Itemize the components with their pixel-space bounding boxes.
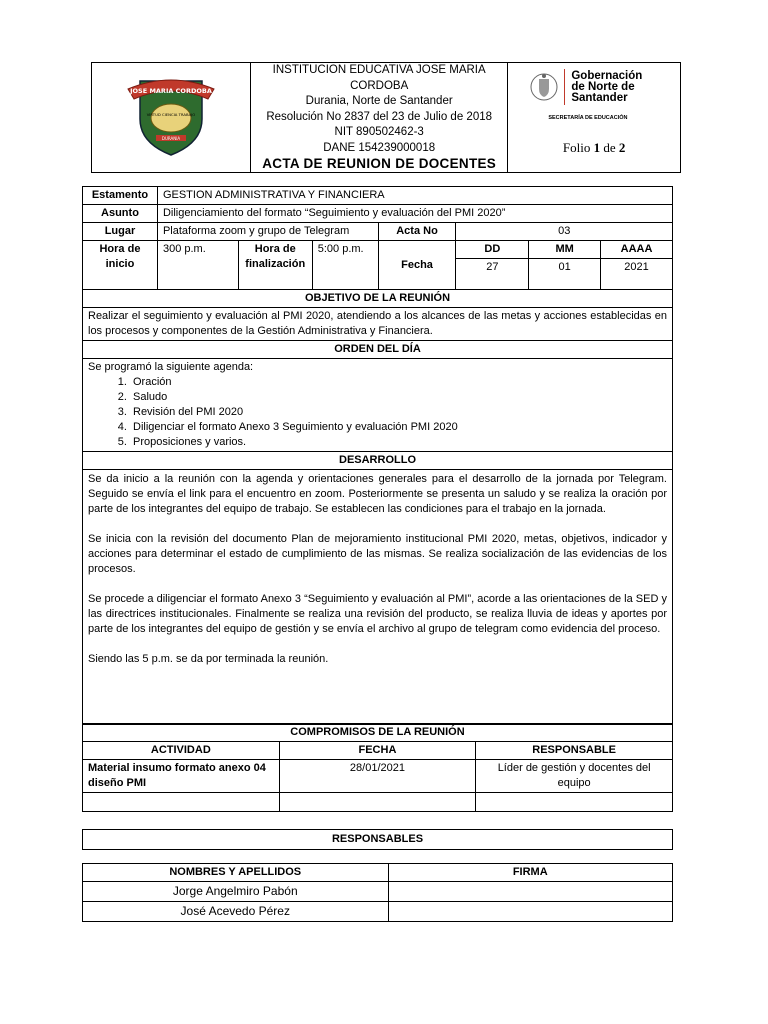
- gov-logo-cell: [508, 63, 681, 173]
- desarrollo-title: DESARROLLO: [83, 452, 673, 470]
- hora-inicio-value: 300 p.m.: [157, 241, 238, 290]
- desarrollo-paragraph: Se procede a diligenciar el formato Anexo 3 “Seguimiento y evaluación al PMI”, acorde a las orientaciones de la SED y las directrices institucionales. Finalmente se realiza una revisión del producto, se realiza lluvia de ideas y aportes por parte de los integrantes del equipo de gestión y se envía el archivo al grupo de telegram como evidencia del proceso.: [88, 593, 667, 635]
- compromisos-title: COMPROMISOS DE LA REUNIÓN: [83, 724, 673, 742]
- dd-value: 27: [456, 259, 529, 290]
- mm-label: MM: [529, 241, 601, 259]
- asunto-value: Diligenciamiento del formato “Seguimiento y evaluación del PMI 2020”: [157, 205, 672, 223]
- table-row: [83, 760, 673, 793]
- table-row: [83, 793, 673, 812]
- compromiso-actividad: Material insumo formato anexo 04 diseño PMI: [83, 760, 280, 793]
- asunto-label: Asunto: [83, 205, 158, 223]
- lugar-value: Plataforma zoom y grupo de Telegram: [157, 223, 378, 241]
- table-row: [83, 902, 673, 922]
- compromiso-actividad: [83, 793, 280, 812]
- list-item: 1. Oración: [130, 375, 667, 390]
- responsable-name: Jorge Angelmiro Pabón: [83, 882, 389, 902]
- desarrollo-paragraph: Se da inicio a la reunión con la agenda y orientaciones generales para el desarrollo de la jornada por Telegram. Seguido se envía el link para el encuentro en zoom. Posteriormente se presenta un saludo y se realiza la oración por parte de los integrantes del equipo de trabajo. Se establecen las condiciones para el trabajo en la jornada.: [88, 473, 667, 515]
- school-crest-logo: [92, 69, 250, 161]
- document-header: [91, 62, 681, 173]
- col-actividad-header: ACTIVIDAD: [83, 742, 280, 760]
- school-resolution: Resolución No 2837 del 23 de Julio de 2018: [266, 110, 493, 123]
- coat-of-arms-icon: [530, 70, 558, 104]
- estamento-value: GESTION ADMINISTRATIVA Y FINANCIERA: [157, 187, 672, 205]
- table-row: [83, 882, 673, 902]
- list-item: 3. Revisión del PMI 2020: [130, 405, 667, 420]
- objetivo-text: Realizar el seguimiento y evaluación al PMI 2020, atendiendo a los alcances de las metas y acciones establecidas en los procesos y componentes de la Gestión Administrativa y Financiera.: [83, 308, 673, 341]
- header-text-cell: [251, 63, 508, 173]
- responsables-table: [82, 863, 673, 922]
- school-logo-name: JOSE MARIA CORDOBA: [130, 87, 212, 95]
- document-title: ACTA DE REUNION DE DOCENTES: [262, 156, 497, 171]
- hora-fin-label: Hora de finalización: [238, 241, 312, 290]
- gov-name: Gobernación de Norte de Santander: [571, 69, 643, 104]
- hora-inicio-label: Hora de inicio: [83, 241, 158, 290]
- desarrollo-content: [83, 470, 673, 725]
- orden-content: [83, 359, 673, 452]
- col-fecha-header: FECHA: [279, 742, 476, 760]
- school-name: INSTITUCION EDUCATIVA JOSE MARIA CORDOBA: [272, 64, 486, 92]
- acta-label: Acta No: [378, 223, 456, 241]
- responsable-name: José Acevedo Pérez: [83, 902, 389, 922]
- responsables-title: RESPONSABLES: [83, 830, 673, 850]
- fecha-label: Fecha: [378, 241, 456, 290]
- dd-label: DD: [456, 241, 529, 259]
- school-logo-cell: [92, 63, 251, 173]
- compromiso-fecha: [279, 793, 476, 812]
- list-item: 4. Diligenciar el formato Anexo 3 Seguimiento y evaluación PMI 2020: [130, 420, 667, 435]
- acta-value: 03: [456, 223, 673, 241]
- orden-intro: Se programó la siguiente agenda:: [88, 361, 254, 373]
- responsable-signature: [388, 902, 673, 922]
- school-nit: NIT 890502462-3: [334, 126, 424, 138]
- col-firma-header: FIRMA: [388, 864, 673, 882]
- lugar-label: Lugar: [83, 223, 158, 241]
- responsable-signature: [388, 882, 673, 902]
- aaaa-value: 2021: [601, 259, 673, 290]
- hora-fin-value: 5:00 p.m.: [312, 241, 378, 290]
- school-location: Durania, Norte de Santander: [305, 95, 453, 107]
- compromiso-responsable: [476, 793, 673, 812]
- desarrollo-paragraph: Siendo las 5 p.m. se da por terminada la reunión.: [88, 653, 329, 665]
- folio-indicator: Folio 1 de 2: [562, 140, 626, 155]
- responsables-title-table: [82, 829, 673, 850]
- col-nombres-header: NOMBRES Y APELLIDOS: [83, 864, 389, 882]
- school-logo-motto: VIRTUD CIENCIA TRABAJO: [146, 112, 196, 117]
- list-item: 5. Proposiciones y varios.: [130, 435, 667, 450]
- compromiso-fecha: 28/01/2021: [279, 760, 476, 793]
- objetivo-title: OBJETIVO DE LA REUNIÓN: [83, 290, 673, 308]
- orden-title: ORDEN DEL DÍA: [83, 341, 673, 359]
- school-dane: DANE 154239000018: [323, 141, 436, 154]
- estamento-label: Estamento: [83, 187, 158, 205]
- col-responsable-header: RESPONSABLE: [476, 742, 673, 760]
- school-logo-place: DURANIA: [161, 136, 181, 141]
- compromiso-responsable: Líder de gestión y docentes del equipo: [476, 760, 673, 793]
- compromisos-table: [82, 723, 673, 812]
- list-item: 2. Saludo: [130, 390, 667, 405]
- meeting-info-table: [82, 186, 673, 725]
- desarrollo-paragraph: Se inicia con la revisión del documento Plan de mejoramiento institucional PMI 2020, metas, objetivos, indicador y acciones para determinar el estado de cumplimiento de las mismas. Se realiza socialización de las evidencias de los procesos.: [88, 533, 667, 575]
- gov-secretaria: SECRETARÍA DE EDUCACIÓN: [548, 115, 628, 121]
- mm-value: 01: [529, 259, 601, 290]
- aaaa-label: AAAA: [601, 241, 673, 259]
- agenda-list: [88, 375, 667, 450]
